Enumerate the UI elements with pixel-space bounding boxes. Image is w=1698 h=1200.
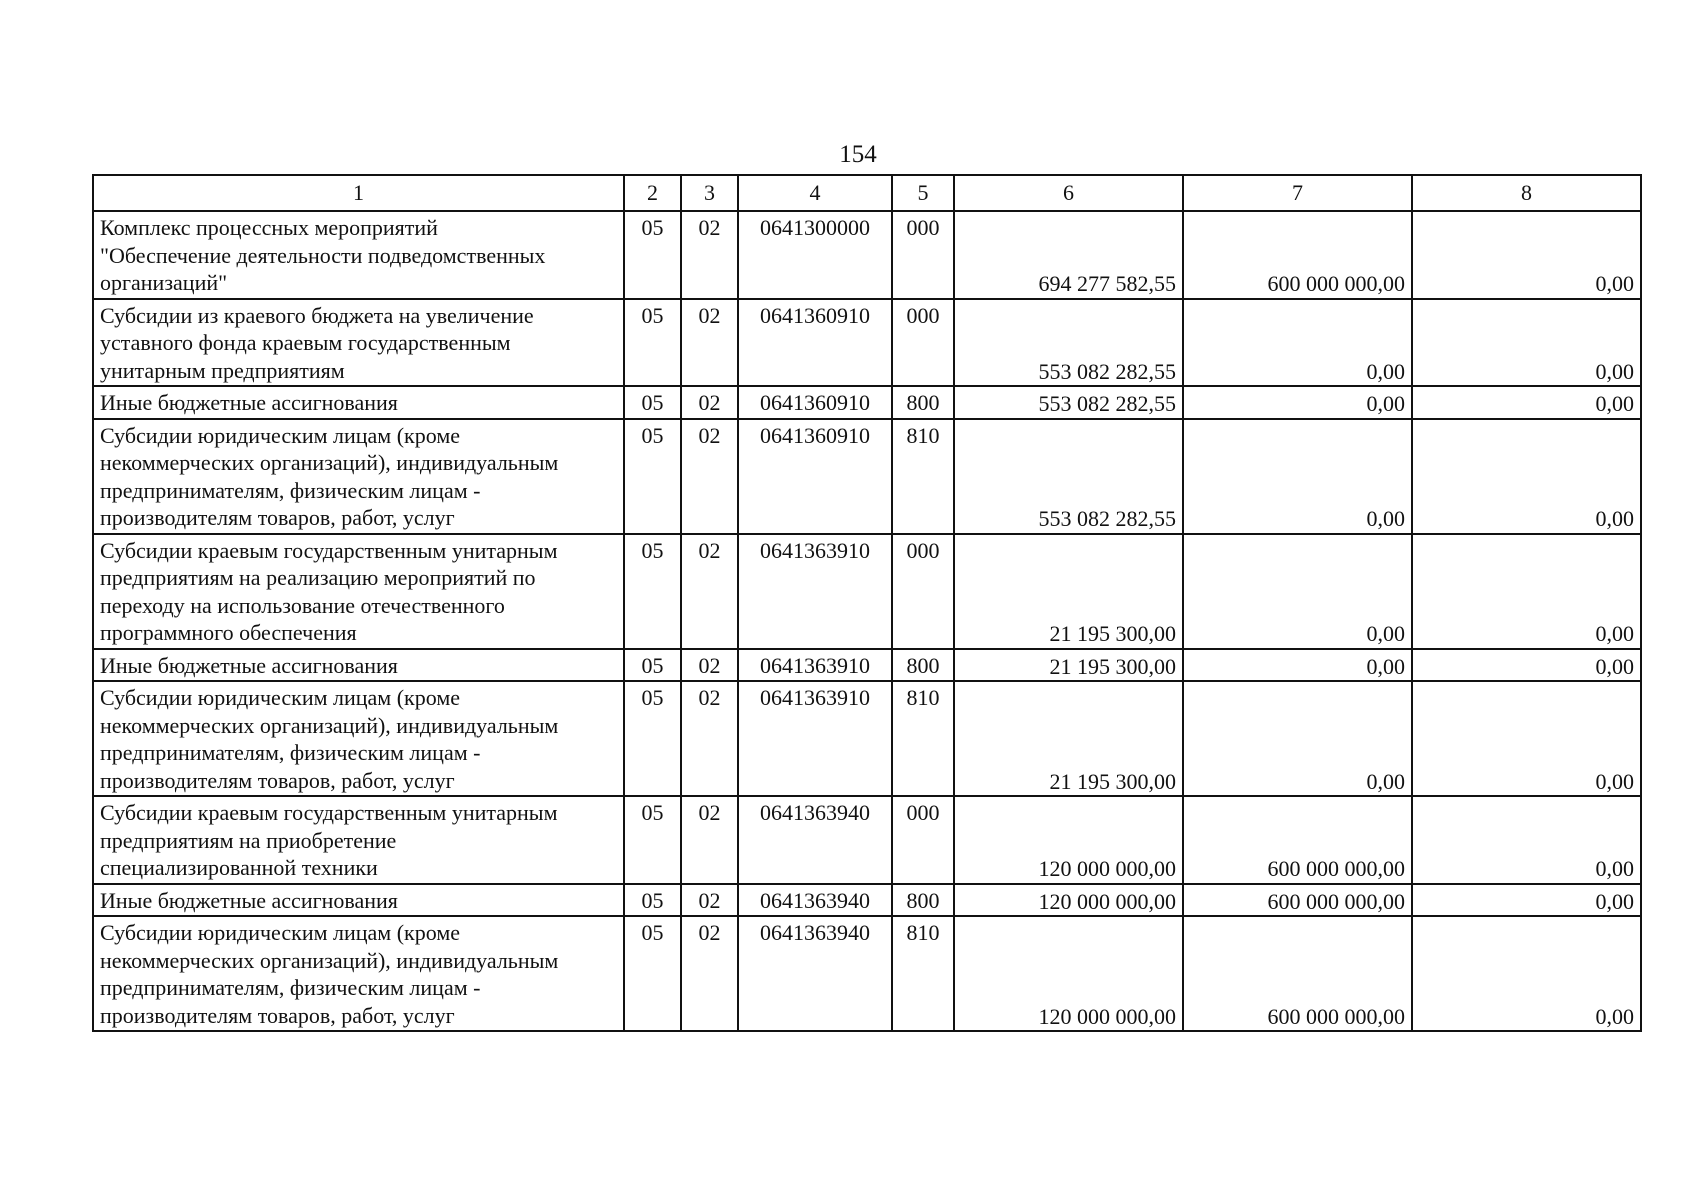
header-cell-1: 1 [93,175,624,211]
row-name-line: предпринимателям, физическим лицам - [100,975,481,1000]
amount-col8-cell: 0,00 [1412,649,1641,682]
subsection-code-cell: 02 [681,916,738,1031]
amount-col6-cell: 120 000 000,00 [954,796,1183,884]
section-code-cell: 05 [624,299,681,387]
table-row [93,419,1641,534]
subsection-code-cell: 02 [681,419,738,534]
section-code-cell: 05 [624,916,681,1031]
amount-col6-cell: 21 195 300,00 [954,649,1183,682]
header-cell-6: 6 [954,175,1183,211]
amount-col6-cell: 553 082 282,55 [954,386,1183,419]
amount-col7-cell: 0,00 [1183,299,1412,387]
amount-col8-cell: 0,00 [1412,796,1641,884]
row-name-cell [93,299,624,387]
amount-col8-cell: 0,00 [1412,916,1641,1031]
amount-col7-cell: 600 000 000,00 [1183,884,1412,917]
header-cell-3: 3 [681,175,738,211]
row-name-cell [93,681,624,796]
row-name-line: производителям товаров, работ, услуг [100,1002,455,1028]
row-name-line: предприятиям на реализацию мероприятий по [100,565,536,590]
row-name-line: Субсидии из краевого бюджета на увеличение [100,302,534,328]
target-article-cell: 0641360910 [738,299,892,387]
row-name-line: Субсидии краевым государственным унитарным [100,800,558,825]
row-name-line: производителям товаров, работ, услуг [100,767,455,793]
row-name-line: организаций" [100,270,228,295]
amount-col7-cell: 600 000 000,00 [1183,916,1412,1031]
table-row [93,916,1641,1031]
section-code-cell: 05 [624,534,681,649]
table-row [93,386,1641,419]
amount-col7-cell: 0,00 [1183,419,1412,534]
expense-type-cell: 000 [892,299,954,387]
row-name-line: переходу на использование отечественного [100,592,505,618]
amount-col6-cell: 120 000 000,00 [954,884,1183,917]
amount-col7-cell: 0,00 [1183,649,1412,682]
table-row [93,211,1641,299]
header-cell-5: 5 [892,175,954,211]
row-name-cell [93,211,624,299]
expense-type-cell: 810 [892,681,954,796]
expense-type-cell: 800 [892,649,954,682]
amount-col8-cell: 0,00 [1412,534,1641,649]
row-name-line: производителям товаров, работ, услуг [100,505,455,530]
target-article-cell: 0641300000 [738,211,892,299]
row-name-line: "Обеспечение деятельности подведомственных [100,242,546,268]
expense-type-cell: 810 [892,419,954,534]
subsection-code-cell: 02 [681,884,738,917]
subsection-code-cell: 02 [681,211,738,299]
row-name-cell [93,386,624,419]
row-name-line: программного обеспечения [100,620,357,645]
target-article-cell: 0641360910 [738,386,892,419]
table-row [93,681,1641,796]
header-cell-7: 7 [1183,175,1412,211]
row-name-line: унитарным предприятиям [100,357,345,383]
budget-table [92,174,1642,1032]
table-row [93,884,1641,917]
amount-col7-cell: 0,00 [1183,386,1412,419]
row-name-line: предпринимателям, физическим лицам - [100,740,481,765]
subsection-code-cell: 02 [681,649,738,682]
amount-col7-cell: 600 000 000,00 [1183,796,1412,884]
table-row [93,534,1641,649]
amount-col6-cell: 553 082 282,55 [954,299,1183,387]
target-article-cell: 0641363910 [738,681,892,796]
target-article-cell: 0641363940 [738,916,892,1031]
row-name-cell [93,419,624,534]
amount-col8-cell: 0,00 [1412,681,1641,796]
table-row [93,299,1641,387]
row-name-line: Субсидии юридическим лицам (кроме [100,685,461,710]
amount-col7-cell: 0,00 [1183,681,1412,796]
amount-col8-cell: 0,00 [1412,299,1641,387]
header-cell-2: 2 [624,175,681,211]
amount-col7-cell: 0,00 [1183,534,1412,649]
target-article-cell: 0641360910 [738,419,892,534]
row-name-cell [93,649,624,682]
row-name-line: Комплекс процессных мероприятий [100,215,438,240]
row-name-line: уставного фонда краевым государственным [100,330,511,355]
row-name-line: специализированной техники [100,855,378,880]
target-article-cell: 0641363940 [738,884,892,917]
expense-type-cell: 810 [892,916,954,1031]
table-row [93,796,1641,884]
row-name-line: некоммерческих организаций), индивидуальным [100,712,559,738]
amount-col8-cell: 0,00 [1412,419,1641,534]
subsection-code-cell: 02 [681,386,738,419]
subsection-code-cell: 02 [681,681,738,796]
amount-col6-cell: 21 195 300,00 [954,534,1183,649]
row-name-line: Субсидии юридическим лицам (кроме [100,422,461,448]
amount-col6-cell: 553 082 282,55 [954,419,1183,534]
subsection-code-cell: 02 [681,534,738,649]
expense-type-cell: 800 [892,884,954,917]
row-name-line: Иные бюджетные ассигнования [100,652,398,678]
row-name-cell [93,916,624,1031]
subsection-code-cell: 02 [681,796,738,884]
row-name-cell [93,884,624,917]
row-name-line: Иные бюджетные ассигнования [100,887,398,913]
section-code-cell: 05 [624,884,681,917]
section-code-cell: 05 [624,211,681,299]
section-code-cell: 05 [624,386,681,419]
expense-type-cell: 000 [892,534,954,649]
row-name-line: некоммерческих организаций), индивидуальным [100,947,559,973]
header-cell-8: 8 [1412,175,1641,211]
header-row [93,175,1641,211]
expense-type-cell: 000 [892,211,954,299]
section-code-cell: 05 [624,796,681,884]
page-number: 154 [839,141,877,168]
row-name-line: Субсидии краевым государственным унитарным [100,537,558,563]
section-code-cell: 05 [624,681,681,796]
row-name-line: некоммерческих организаций), индивидуальным [100,450,559,475]
target-article-cell: 0641363940 [738,796,892,884]
row-name-cell [93,534,624,649]
amount-col8-cell: 0,00 [1412,211,1641,299]
amount-col6-cell: 694 277 582,55 [954,211,1183,299]
target-article-cell: 0641363910 [738,534,892,649]
table-body [93,175,1641,1031]
row-name-line: предприятиям на приобретение [100,827,397,853]
amount-col6-cell: 21 195 300,00 [954,681,1183,796]
target-article-cell: 0641363910 [738,649,892,682]
amount-col6-cell: 120 000 000,00 [954,916,1183,1031]
expense-type-cell: 000 [892,796,954,884]
section-code-cell: 05 [624,649,681,682]
expense-type-cell: 800 [892,386,954,419]
header-cell-4: 4 [738,175,892,211]
table-row [93,649,1641,682]
amount-col7-cell: 600 000 000,00 [1183,211,1412,299]
row-name-line: Иные бюджетные ассигнования [100,390,398,415]
amount-col8-cell: 0,00 [1412,386,1641,419]
row-name-line: предпринимателям, физическим лицам - [100,477,481,503]
subsection-code-cell: 02 [681,299,738,387]
amount-col8-cell: 0,00 [1412,884,1641,917]
section-code-cell: 05 [624,419,681,534]
row-name-line: Субсидии юридическим лицам (кроме [100,920,461,945]
row-name-cell [93,796,624,884]
